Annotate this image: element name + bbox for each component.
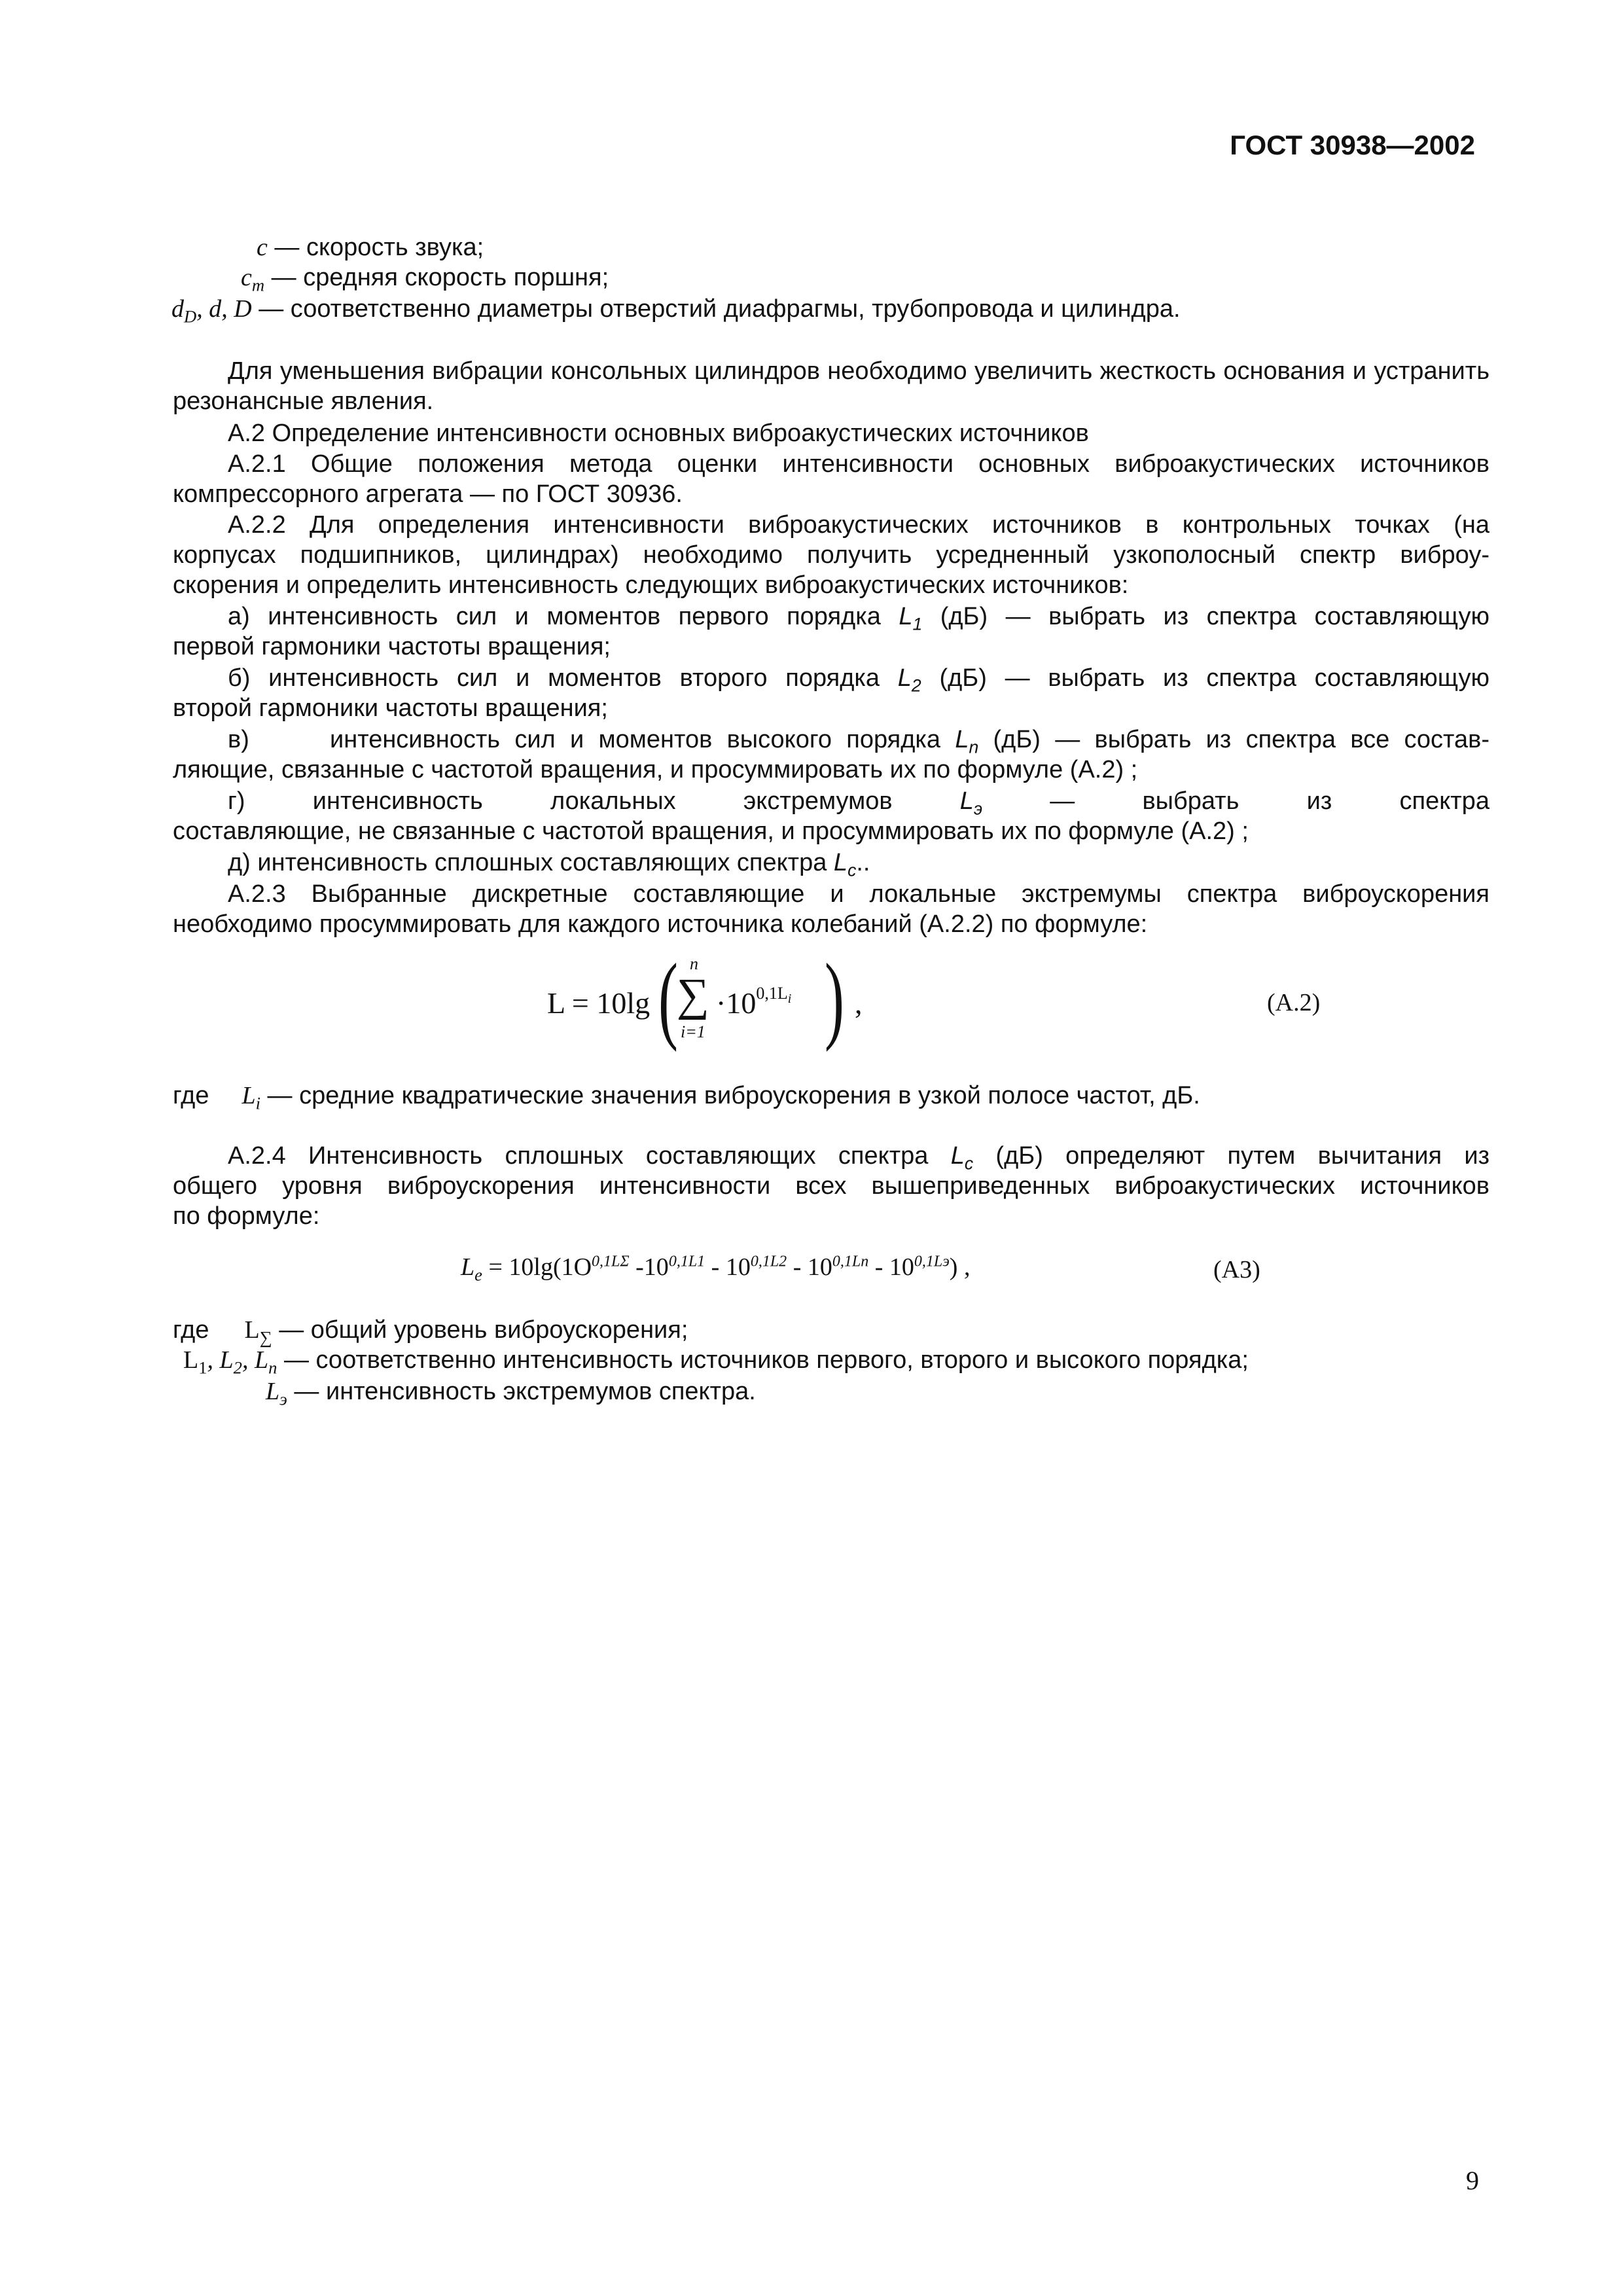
symbol-c-definition: c — скорость звука; bbox=[257, 234, 484, 261]
symbol-Li: $L_i$ bbox=[241, 1082, 260, 1113]
page-number: 9 bbox=[1466, 2166, 1479, 2195]
item-b-line1: б) интенсивность сил и моментов второго порядка $L_2$ (дБ) — выбрать из спектра составляющую bbox=[228, 664, 1489, 696]
formula-a2-comma: , bbox=[855, 986, 863, 1020]
paragraph-a21: А.2.1 Общие положения метода оценки интенсивности основных виброакустических источников компрессорного агрегата — по ГОСТ 30936. bbox=[173, 450, 1489, 508]
item-g-line1: г) интенсивность локальных экстремумов $L_э$ — выбрать из спектра bbox=[228, 787, 1489, 823]
item-a-line2: первой гармоники частоты вращения; bbox=[173, 633, 611, 660]
symbol-c: c bbox=[257, 234, 268, 261]
symbol-L1-L2-Ln: $L_1$, $L_2$, $L_n$ bbox=[183, 1346, 277, 1378]
formula-a2-lparen: ( bbox=[658, 944, 678, 1052]
paragraph-a22-line3: скорения и определить интенсивность следующих виброакустических источников: bbox=[173, 571, 1129, 599]
symbol-Le: $L_э$ bbox=[959, 787, 983, 819]
item-v-line1: интенсивность сил и моментов высокого порядка $L_n$ (дБ) — выбрать из спектра все состав- bbox=[330, 726, 1490, 757]
item-v-line2: ляющие, связанные с частотой вращения, и просуммировать их по формуле (А.2) ; bbox=[173, 756, 1138, 783]
symbol-L2: $L_2$ bbox=[897, 664, 921, 696]
paragraph-a24-line2: общего уровня виброускорения интенсивности всех вышеприведенных виброакустических источников bbox=[173, 1172, 1489, 1200]
paragraph-a24-line3: по формуле: bbox=[173, 1202, 320, 1230]
formula-a3: $L_e = 10\lg(1O^{0,1L\Sigma}$ $-10^{0,1L1} - 10^{0,1L2} - 10^{0,1Ln} - 10^{0,1Lэ}$) , bbox=[461, 1253, 971, 1285]
paragraph-a23-line2: необходимо просуммировать для каждого источника колебаний (А.2.2) по формуле: bbox=[173, 910, 1148, 938]
paragraph-a24-line1: А.2.4 Интенсивность сплошных составляющих спектра $L_c$ (дБ) определяют путем вычитания из bbox=[228, 1142, 1490, 1174]
formula-a2-rparen: ) bbox=[825, 944, 844, 1052]
where-a3-orders: $L_1$, $L_2$, $L_n$ — соответственно интенсивность источников первого, второго и высокого порядка; bbox=[183, 1346, 1249, 1378]
symbol-Lc-a24: $L_c$ bbox=[950, 1142, 974, 1174]
symbol-Le-a3: $L_э$ bbox=[266, 1378, 287, 1409]
formula-a2-sum-upper: n bbox=[690, 954, 698, 973]
item-d-line: д) интенсивность сплошных составляющих спектра $L_c$.. bbox=[228, 849, 870, 880]
formula-a3-number: (А3) bbox=[1213, 1256, 1260, 1283]
symbol-dD: $d_D$, d, D bbox=[171, 295, 252, 327]
paragraph-a23-line1: А.2.3 Выбранные дискретные составляющие и локальные экстремумы спектра виброускорения bbox=[228, 880, 1489, 908]
formula-a2-sum-sign: ∑ bbox=[677, 970, 709, 1020]
symbol-L1: $L_1$ bbox=[899, 603, 923, 634]
where-a2: где $L_i$ — средние квадратические значения виброускорения в узкой полосе частот, дБ. bbox=[173, 1082, 1200, 1113]
formula-a2-lhs: L = 10lg bbox=[547, 986, 651, 1020]
section-a2-heading: А.2 Определение интенсивности основных виброакустических источников bbox=[228, 420, 1089, 447]
document-id: ГОСТ 30938—2002 bbox=[1230, 130, 1475, 160]
item-v-marker: в) bbox=[228, 726, 249, 753]
paragraph-a22-line2: корпусах подшипников, цилиндрах) необходимо получить усредненный узкополосный спектр виброу- bbox=[173, 541, 1489, 569]
formula-a2-number: (А.2) bbox=[1267, 989, 1321, 1016]
symbol-cm-definition: $c_m$ — средняя скорость поршня; bbox=[241, 264, 609, 295]
symbol-d-definition: $d_D$, d, D — соответственно диаметры отверстий диафрагмы, трубопровода и цилиндра. bbox=[171, 295, 1181, 327]
where-a3-extremes: $L_э$ — интенсивность экстремумов спектра. bbox=[266, 1378, 756, 1409]
symbol-Lc: $L_c$ bbox=[833, 849, 857, 880]
formula-a2 bbox=[547, 944, 1489, 1052]
formula-a3-lhs: $L_e$ bbox=[461, 1253, 482, 1285]
item-b-line2: второй гармоники частоты вращения; bbox=[173, 694, 608, 722]
formula-a2-term: $\cdot 10^{0,1L_i}$ bbox=[716, 983, 792, 1020]
where-a3-sum: где $L_\sum$ — общий уровень виброускорения; bbox=[173, 1316, 688, 1348]
symbol-Lsum: $L_\sum$ bbox=[244, 1316, 272, 1348]
formula-a2-sum-lower: i=1 bbox=[681, 1022, 705, 1041]
symbol-Ln: $L_n$ bbox=[955, 726, 979, 757]
item-a-line1: а) интенсивность сил и моментов первого порядка $L_1$ (дБ) — выбрать из спектра составляющую bbox=[228, 603, 1489, 634]
paragraph-vibration: Для уменьшения вибрации консольных цилиндров необходимо увеличить жесткость основания и устранить резонансные явления. bbox=[173, 357, 1489, 415]
item-g-line2: составляющие, не связанные с частотой вращения, и просуммировать их по формуле (А.2) ; bbox=[173, 817, 1249, 845]
symbol-cm: $c_m$ bbox=[241, 264, 265, 295]
paragraph-a22-line1: А.2.2 Для определения интенсивности виброакустических источников в контрольных точках (на bbox=[228, 511, 1489, 539]
